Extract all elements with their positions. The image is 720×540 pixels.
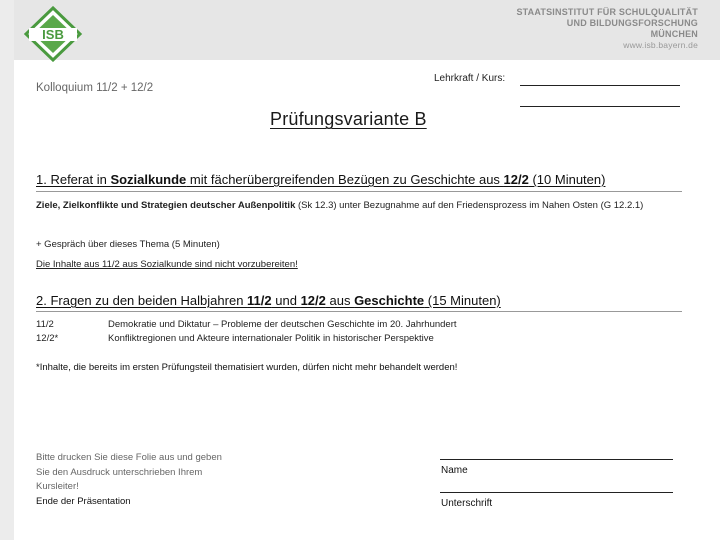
section-1-divider [36,191,682,192]
teacher-line-1[interactable] [520,85,680,86]
name-line[interactable] [440,459,673,460]
signature-line[interactable] [440,492,673,493]
section-2-divider [36,311,682,312]
signature-label: Unterschrift [441,498,493,509]
logo-text: ISB [42,27,64,42]
institute-line-2: UND BILDUNGSFORSCHUNG [566,18,698,28]
topic-code: 12/2* [36,333,59,344]
isb-logo [22,6,84,62]
course-label: Kolloquium 11/2 + 12/2 [36,82,154,94]
teacher-course-label: Lehrkraft / Kurs: [434,73,506,84]
topic-text: Konfliktregionen und Akteure internationaler Politik in historischer Perspektive [108,333,434,344]
institute-block [516,7,698,51]
institute-url[interactable]: www.isb.bayern.de [623,40,698,50]
sidebar-band [0,0,14,540]
section-1-topic: Ziele, Zielkonflikte und Strategien deutscher Außenpolitik (Sk 12.3) unter Bezugnahme auf den Friedensprozess im Nahen Osten (G 12.2.1) [36,200,644,211]
section-1-note: Die Inhalte aus 11/2 aus Sozialkunde sind nicht vorzubereiten! [36,259,298,270]
end-label: Ende der Präsentation [36,495,131,507]
institute-line-3: MÜNCHEN [650,29,698,39]
topic-text: Demokratie und Diktatur – Probleme der deutschen Geschichte im 20. Jahrhundert [108,319,457,330]
topic-code: 11/2 [36,319,54,330]
print-instruction: Bitte drucken Sie diese Folie aus und geben Sie den Ausdruck unterschrieben Ihrem Kursleiter! Ende der Präsentation [36,452,222,507]
institute-line-1: STAATSINSTITUT FÜR SCHULQUALITÄT [516,7,698,17]
name-label: Name [441,465,468,476]
teacher-line-2[interactable] [520,106,680,107]
footnote: *Inhalte, die bereits im ersten Prüfungsteil thematisiert wurden, dürfen nicht mehr behandelt werden! [36,362,458,373]
section-1-heading: 1. Referat in Sozialkunde mit fächerübergreifenden Bezügen zu Geschichte aus 12/2 (10 Minuten) [36,172,606,187]
section-1-conversation: + Gespräch über dieses Thema (5 Minuten) [36,239,220,250]
section-2-heading: 2. Fragen zu den beiden Halbjahren 11/2 und 12/2 aus Geschichte (15 Minuten) [36,293,501,308]
page-title: Prüfungsvariante B [270,109,427,129]
